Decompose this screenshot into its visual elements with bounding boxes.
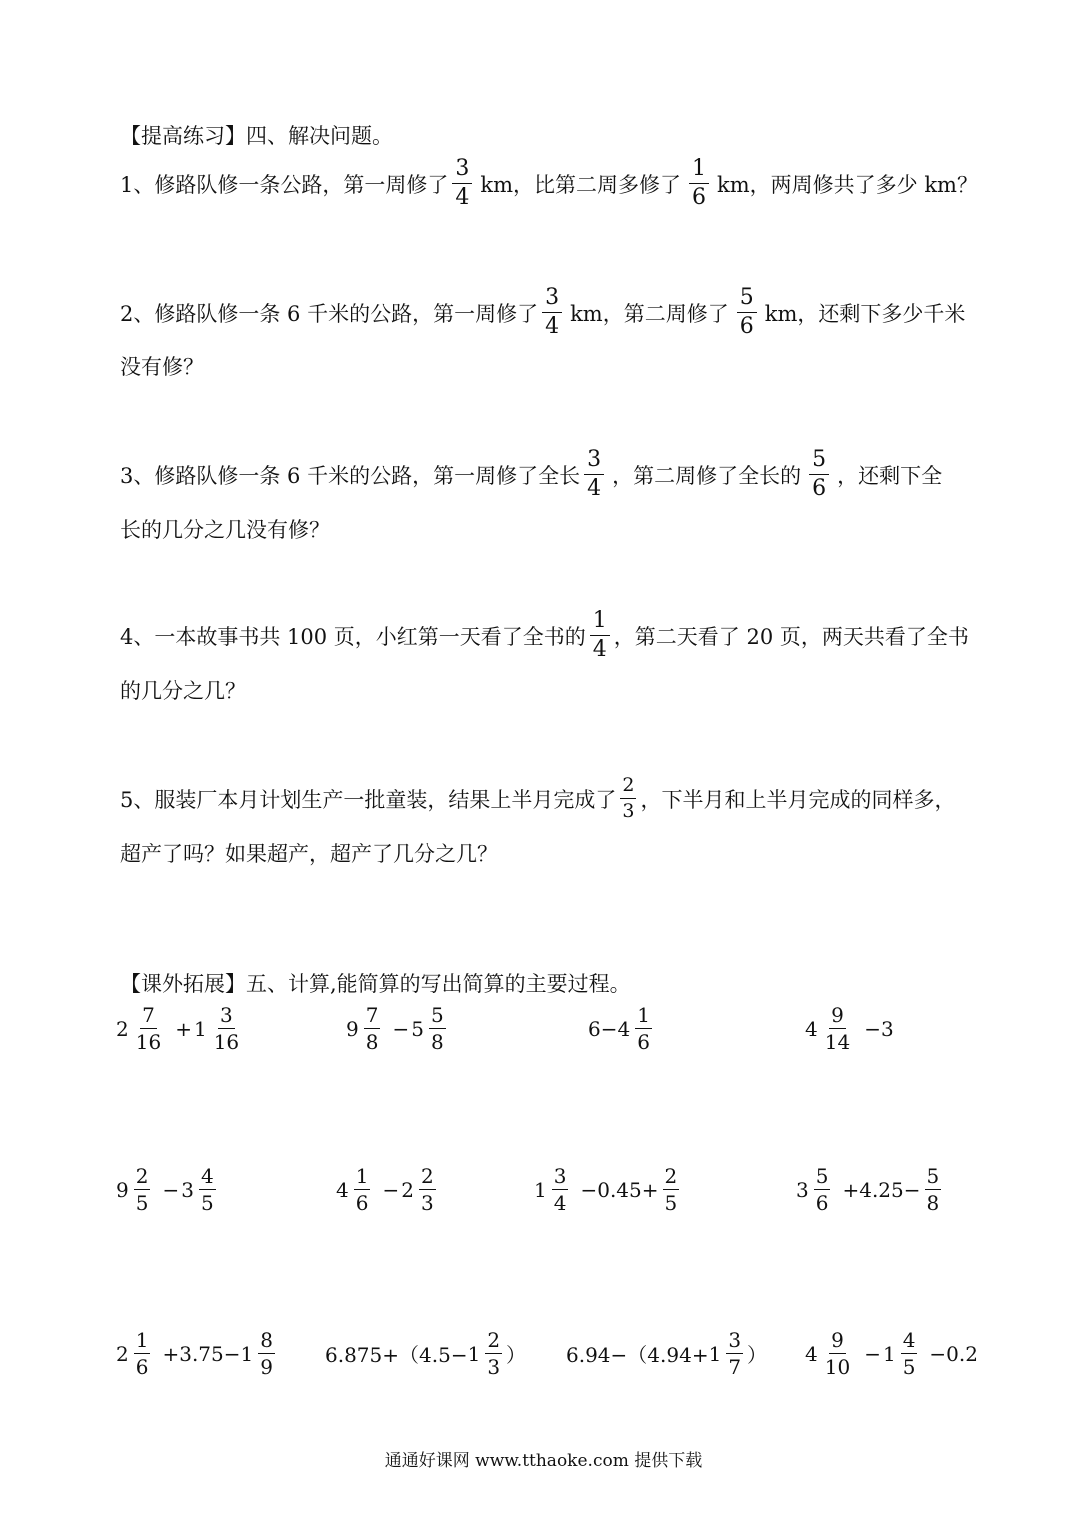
fraction: $\frac{3}{16}$	[213, 1003, 240, 1054]
fraction: $\frac{1}{6}$	[355, 1164, 369, 1215]
calc-expression: 9 $\frac{2}{5}$ − 3 $\frac{4}{5}$	[116, 1164, 214, 1215]
fraction: $\frac{2}{5}$	[664, 1164, 678, 1215]
fraction: $\frac{8}{9}$	[260, 1328, 273, 1379]
question-5-line2: 超产了吗？如果超产，超产了几分之几？	[120, 842, 498, 866]
fraction: $\frac{1}{6}$	[637, 1003, 650, 1054]
fraction: $\frac{1}{6}$	[689, 158, 709, 209]
page-footer: 通通好课网 www.tthaoke.com 提供下载	[384, 1451, 703, 1471]
fraction: $\frac{5}{6}$	[737, 287, 757, 338]
calc-expression: 2 $\frac{1}{6}$ +3.75− 1 $\frac{8}{9}$	[116, 1328, 273, 1379]
fraction: $\frac{7}{16}$	[135, 1003, 162, 1054]
fraction: $\frac{4}{5}$	[200, 1164, 214, 1215]
calc-expression: 3 $\frac{5}{6}$ +4.25− $\frac{5}{8}$	[796, 1164, 940, 1215]
fraction: $\frac{3}{4}$	[584, 449, 604, 500]
section4-heading: 【提高练习】四、解决问题。	[120, 124, 393, 148]
fraction: $\frac{2}{3}$	[420, 1164, 434, 1215]
calc-expression: 4 $\frac{1}{6}$ − 2 $\frac{2}{3}$	[336, 1164, 434, 1215]
calc-expression: 6.94−（4.94+ 1 $\frac{3}{7}$ ）	[566, 1328, 768, 1379]
fraction: $\frac{4}{5}$	[902, 1328, 916, 1379]
calc-expression: 2 $\frac{7}{16}$ + 1 $\frac{3}{16}$	[116, 1003, 240, 1054]
fraction: $\frac{1}{4}$	[590, 610, 610, 661]
question-3: 3、修路队修一条 6 千米的公路，第一周修了全长 $\frac{3}{4}$ ，第二周修了全长的 $\frac{5}{6}$ ，还剩下全	[120, 447, 943, 501]
fraction: $\frac{1}{6}$	[135, 1328, 149, 1379]
fraction: $\frac{7}{8}$	[365, 1003, 379, 1054]
question-5: 5、服装厂本月计划生产一批童装，结果上半月完成了 $\frac{2}{3}$ ，下半月和上半月完成的同样多，	[120, 774, 956, 822]
fraction: $\frac{9}{10}$	[824, 1328, 851, 1379]
fraction: $\frac{2}{5}$	[135, 1164, 149, 1215]
calc-expression: 6.875+（4.5− 1 $\frac{2}{3}$ ）	[325, 1328, 527, 1379]
question-4-line2: 的几分之几？	[120, 679, 246, 703]
fraction: $\frac{5}{6}$	[815, 1164, 829, 1215]
fraction: $\frac{9}{14}$	[824, 1003, 851, 1054]
fraction: $\frac{3}{4}$	[553, 1164, 567, 1215]
section5-heading: 【课外拓展】五、计算,能简算的写出简算的主要过程。	[120, 972, 631, 996]
question-2: 2、修路队修一条 6 千米的公路，第一周修了 $\frac{3}{4}$ km，第二周修了 $\frac{5}{6}$ km，还剩下多少千米	[120, 285, 966, 339]
fraction: $\frac{2}{3}$	[622, 774, 635, 822]
fraction: $\frac{5}{8}$	[430, 1003, 444, 1054]
fraction: $\frac{3}{7}$	[728, 1328, 742, 1379]
calc-expression: 6− 4 $\frac{1}{6}$	[588, 1003, 650, 1054]
calc-expression: 4 $\frac{9}{10}$ − 1 $\frac{4}{5}$ −0.2	[805, 1328, 978, 1379]
fraction: $\frac{2}{3}$	[487, 1328, 501, 1379]
question-1: 1、修路队修一条公路，第一周修了 $\frac{3}{4}$ km，比第二周多修了 $\frac{1}{6}$ km，两周修共了多少 km？	[120, 156, 978, 210]
calc-expression: 1 $\frac{3}{4}$ −0.45+ $\frac{2}{5}$	[534, 1164, 678, 1215]
fraction: $\frac{5}{8}$	[926, 1164, 940, 1215]
question-2-line2: 没有修？	[120, 355, 204, 379]
calc-expression: 9 $\frac{7}{8}$ − 5 $\frac{5}{8}$	[346, 1003, 444, 1054]
question-3-line2: 长的几分之几没有修？	[120, 518, 330, 542]
fraction: $\frac{5}{6}$	[809, 449, 829, 500]
fraction: $\frac{3}{4}$	[452, 158, 472, 209]
question-4: 4、一本故事书共 100 页，小红第一天看了全书的 $\frac{1}{4}$ ，第二天看了 20 页，两天共看了全书	[120, 608, 969, 662]
fraction: $\frac{3}{4}$	[542, 287, 562, 338]
calc-expression: 4 $\frac{9}{14}$ −3	[805, 1003, 894, 1054]
